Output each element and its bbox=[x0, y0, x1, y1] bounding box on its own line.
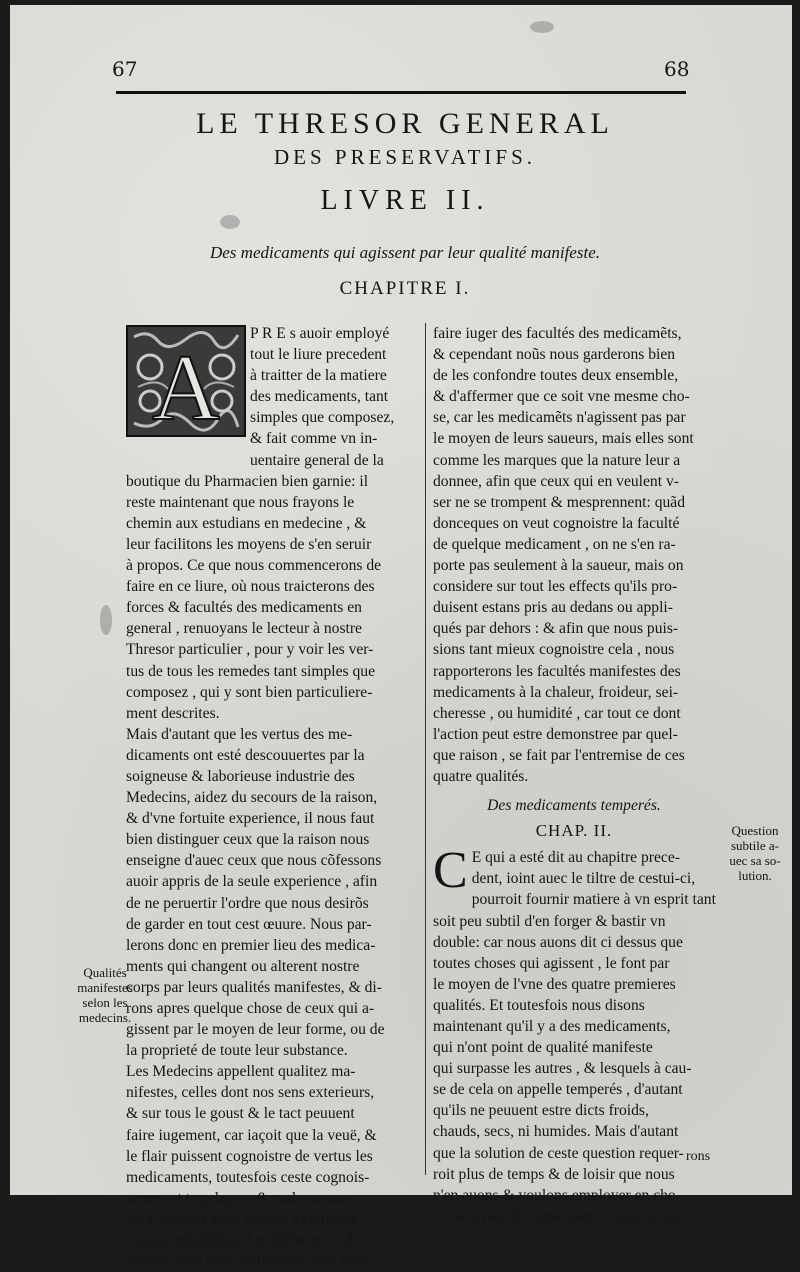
text-line: que raison , se fait par l'entremise de ces bbox=[433, 746, 685, 764]
text-line: rons apres quelque chose de ceux qui a- bbox=[126, 1000, 375, 1017]
text-line: ment descrites. bbox=[126, 704, 220, 722]
text-line: composez , qui y sont bien particuliere- bbox=[126, 683, 373, 701]
text-line: le flair puissent cognoistre de vertus les bbox=[126, 1147, 373, 1165]
text-line: cheresse , ou humidité , car tout ce dont bbox=[433, 704, 681, 722]
text-line: & d'affermer que ce soit vne mesme cho- bbox=[433, 388, 690, 406]
margin-note-line: lution. bbox=[738, 868, 772, 883]
text-line: soit peu subtil d'en forger & bastir vn bbox=[433, 912, 666, 930]
text-line: toutes choses qui agissent , le font par bbox=[433, 954, 670, 972]
text-line: le moyen de leurs saueurs, mais elles sont bbox=[433, 430, 694, 448]
text-line: donceques on veut cognoistre la faculté bbox=[433, 514, 680, 532]
book-title: LE THRESOR GENERAL bbox=[196, 107, 614, 140]
section-title: Des medicaments qui agissent par leur qualité manifeste. bbox=[209, 243, 600, 262]
text-line: qu'ils ne peuuent estre dicts froids, bbox=[433, 1102, 649, 1120]
text-line: de les confondre toutes deux ensemble, bbox=[433, 367, 679, 385]
margin-note-line: selon les bbox=[82, 995, 128, 1010]
initial-letter-c: C bbox=[433, 842, 468, 900]
text-line: saueurs sont bien suffisantes pour nous bbox=[126, 1253, 370, 1271]
text-line: rapporterons les facultés manifestes des bbox=[433, 662, 681, 680]
header-rule bbox=[116, 91, 686, 94]
text-line: Thresor particulier , pour y voir les ver- bbox=[126, 641, 374, 659]
text-line: ments qui changent ou alterent nostre bbox=[126, 957, 360, 975]
text-line: dent, ioint auec le tiltre de cestui-ci, bbox=[471, 870, 696, 888]
text-line: la proprieté de toute leur substance. bbox=[126, 1042, 348, 1060]
margin-note-line: Question bbox=[731, 823, 779, 838]
text-line: & sur tous le goust & le tact peuuent bbox=[126, 1105, 355, 1123]
chapter-2-heading: CHAP. II. bbox=[535, 821, 613, 841]
text-line: auoir appris de la seule experience , afin bbox=[126, 873, 378, 891]
text-line: comme les marques que la nature leur a bbox=[433, 451, 681, 469]
text-line: roit plus de temps & de loisir que nous bbox=[433, 1165, 675, 1183]
text-line: medicaments à la chaleur, froideur, sei- bbox=[433, 683, 679, 701]
text-line: maintenant qu'il y a des medicaments, bbox=[433, 1018, 671, 1035]
text-line: des medicaments, tant bbox=[250, 388, 389, 406]
margin-note-left bbox=[70, 965, 140, 1025]
catchword: rons bbox=[686, 1149, 711, 1164]
text-line: boutique du Pharmacien bien garnie: il bbox=[126, 472, 369, 490]
text-line: faire iuger des facultés des medicamẽts, bbox=[433, 325, 682, 342]
drop-cap-letter: A bbox=[152, 336, 220, 440]
text-line: tus de tous les remedes tant simples que bbox=[126, 662, 376, 680]
text-line: se de cela on appelle temperés , d'autant bbox=[433, 1081, 683, 1099]
text-line: se de si peu de consequence, nous la lair- bbox=[433, 1207, 690, 1225]
text-line: tout le liure precedent bbox=[250, 346, 387, 364]
text-line: E qui a esté dit au chapitre prece- bbox=[471, 849, 680, 867]
text-line: reigles infaillibles. Les differences des bbox=[126, 1232, 367, 1250]
text-line: de quelque medicament , on ne s'en ra- bbox=[433, 535, 676, 553]
text-line: Mais d'autant que les vertus des me- bbox=[126, 725, 353, 743]
margin-note-line: uec sa so- bbox=[729, 853, 781, 868]
text-line: sions tant mieux cognoistre cela , nous bbox=[433, 641, 675, 659]
text-line: n'en auons & voulons employer en cho- bbox=[433, 1186, 681, 1204]
text-line: dicaments ont esté descouuertes par la bbox=[126, 746, 365, 764]
text-line: faire iugement, car iaçoit que la veuë, & bbox=[126, 1126, 377, 1144]
text-line: sance est trop legere & mal-asseuree, bbox=[126, 1189, 359, 1207]
text-line: duisent estans pris au dedans ou appli- bbox=[433, 599, 673, 617]
text-line: considere sur tout les effects qu'ils pro- bbox=[433, 578, 678, 596]
text-line: forces & facultés des medicaments en bbox=[126, 599, 362, 617]
section-title-temperes: Des medicaments temperés. bbox=[487, 797, 661, 815]
margin-note-line: subtile a- bbox=[730, 838, 779, 853]
text-line: pourroit fournir matiere à vn esprit tant bbox=[471, 891, 716, 909]
text-line: le moyen de l'vne des quatre premieres bbox=[433, 975, 676, 993]
text-line: gissent par le moyen de leur forme, ou de bbox=[126, 1021, 385, 1039]
text-line: P R E s auoir employé bbox=[250, 325, 390, 342]
left-text-column bbox=[126, 323, 416, 1272]
book-subtitle: DES PRESERVATIFS. bbox=[274, 145, 536, 169]
text-line: Medecins, aidez du secours de la raison, bbox=[126, 789, 378, 807]
text-line: donnee, afin que ceux qui en veulent v- bbox=[433, 472, 679, 490]
text-line: reste maintenant que nous frayons le bbox=[126, 493, 355, 511]
text-line: corps par leurs qualités manifestes, & di- bbox=[126, 978, 382, 996]
chapter-heading: CHAPITRE I. bbox=[339, 278, 471, 299]
text-line: pour pouuoir estre reduite à certaines bbox=[126, 1210, 358, 1228]
text-line: qualités. Et toutesfois nous disons bbox=[433, 996, 645, 1014]
column-divider bbox=[425, 323, 426, 1175]
text-line: leur facilitons les moyens de s'en seruir bbox=[126, 535, 372, 553]
text-line: que la solution de ceste question requer- bbox=[433, 1144, 684, 1162]
text-line: uentaire general de la bbox=[250, 451, 384, 469]
text-line: à propos. Ce que nous commencerons de bbox=[126, 557, 382, 575]
book-page bbox=[10, 5, 792, 1271]
margin-note-right bbox=[720, 823, 790, 883]
text-line: lerons donc en premier lieu des medica- bbox=[126, 936, 376, 954]
text-line: à traitter de la matiere bbox=[250, 367, 387, 385]
text-line: Les Medecins appellent qualitez ma- bbox=[126, 1063, 356, 1081]
text-line: & d'vne fortuite experience, il nous faut bbox=[126, 810, 375, 828]
margin-note-line: manifestes bbox=[77, 980, 133, 995]
text-line: & fait comme vn in- bbox=[250, 430, 378, 448]
page-number-left: 67 bbox=[112, 57, 138, 81]
text-line: qui surpasse les autres , & lesquels à cau- bbox=[433, 1060, 692, 1078]
text-line: porte pas seulement à la saueur, mais on bbox=[433, 557, 684, 575]
text-line: simples que composez, bbox=[250, 409, 395, 427]
text-line: & cependant noũs nous garderons bien bbox=[433, 346, 676, 364]
text-line: double: car nous auons dit ci dessus que bbox=[433, 933, 683, 951]
margin-note-line: Qualités bbox=[83, 965, 127, 980]
text-line: nifestes, celles dont nos sens exterieurs, bbox=[126, 1084, 375, 1102]
text-line: bien distinguer ceux que la raison nous bbox=[126, 831, 370, 849]
text-line: de garder en tout cest œuure. Nous par- bbox=[126, 915, 372, 933]
text-line: soigneuse & laborieuse industrie des bbox=[126, 767, 355, 785]
text-line: chauds, secs, ni humides. Mais d'autant bbox=[433, 1123, 679, 1141]
text-line: quatre qualités. bbox=[433, 767, 529, 785]
text-line: ser ne se trompent & mesprennent: quãd bbox=[433, 493, 686, 511]
book-number: LIVRE II. bbox=[320, 185, 490, 216]
text-line: faire en ce liure, où nous traicterons des bbox=[126, 578, 375, 596]
text-line: se, car les medicamẽts n'agissent pas par bbox=[433, 409, 686, 427]
text-line: l'action peut estre demonstree par quel- bbox=[433, 725, 678, 743]
text-line: qués par dehors : & afin que nous puis- bbox=[433, 620, 679, 638]
right-text-column bbox=[433, 323, 715, 1227]
page-number-right: 68 bbox=[664, 57, 690, 81]
text-line: enseigne d'auec ceux que nous cõfessons bbox=[126, 852, 382, 870]
text-line: chemin aux estudians en medecine , & bbox=[126, 514, 367, 532]
margin-note-line: medecins. bbox=[78, 1010, 132, 1025]
text-line: de ne peruertir l'ordre que nous desirõs bbox=[126, 894, 369, 912]
text-line: general , renuoyans le lecteur à nostre bbox=[126, 620, 362, 638]
text-line: medicaments, toutesfois ceste cognois- bbox=[126, 1168, 370, 1186]
text-line: qui n'ont point de qualité manifeste bbox=[433, 1039, 653, 1057]
